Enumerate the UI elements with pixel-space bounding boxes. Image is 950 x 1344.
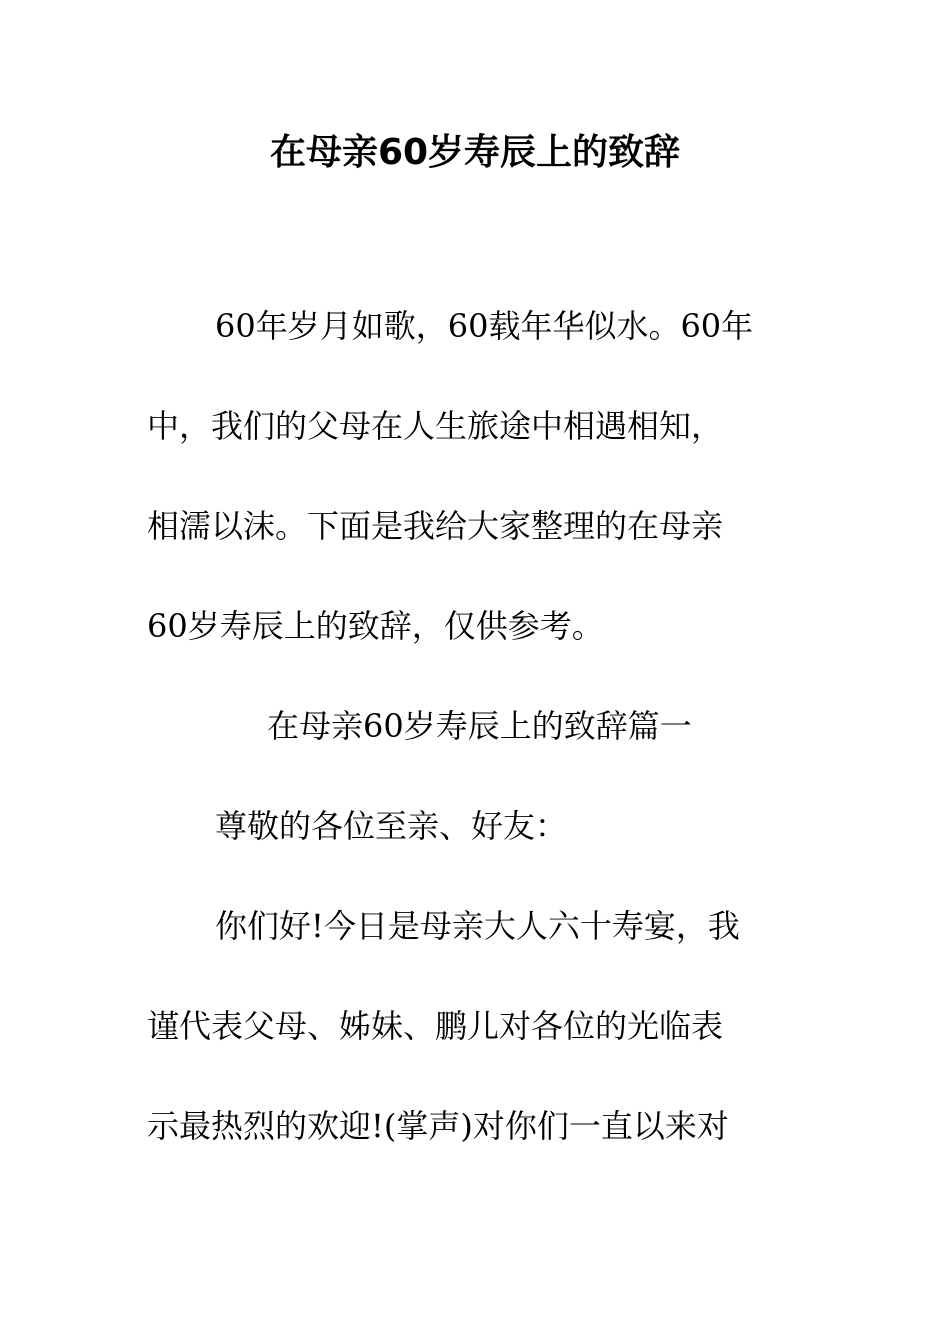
paragraph-line: 谨代表父母、姊妹、鹏儿对各位的光临表 xyxy=(147,1007,724,1045)
paragraph-line: 你们好!今日是母亲大人六十寿宴，我 xyxy=(215,907,740,945)
paragraph-line: 60岁寿辰上的致辞，仅供参考。 xyxy=(147,607,604,645)
document-title: 在母亲60岁寿辰上的致辞 xyxy=(269,132,681,173)
section-heading: 在母亲60岁寿辰上的致辞篇一 xyxy=(267,707,692,745)
paragraph-line: 60年岁月如歌，60载年华似水。60年 xyxy=(215,307,754,345)
paragraph-line: 示最热烈的欢迎!(掌声)对你们一直以来对 xyxy=(147,1107,729,1145)
paragraph-line: 相濡以沫。下面是我给大家整理的在母亲 xyxy=(147,507,724,545)
salutation-line: 尊敬的各位至亲、好友： xyxy=(215,807,568,845)
paragraph-line: 中，我们的父母在人生旅途中相遇相知， xyxy=(147,407,724,445)
